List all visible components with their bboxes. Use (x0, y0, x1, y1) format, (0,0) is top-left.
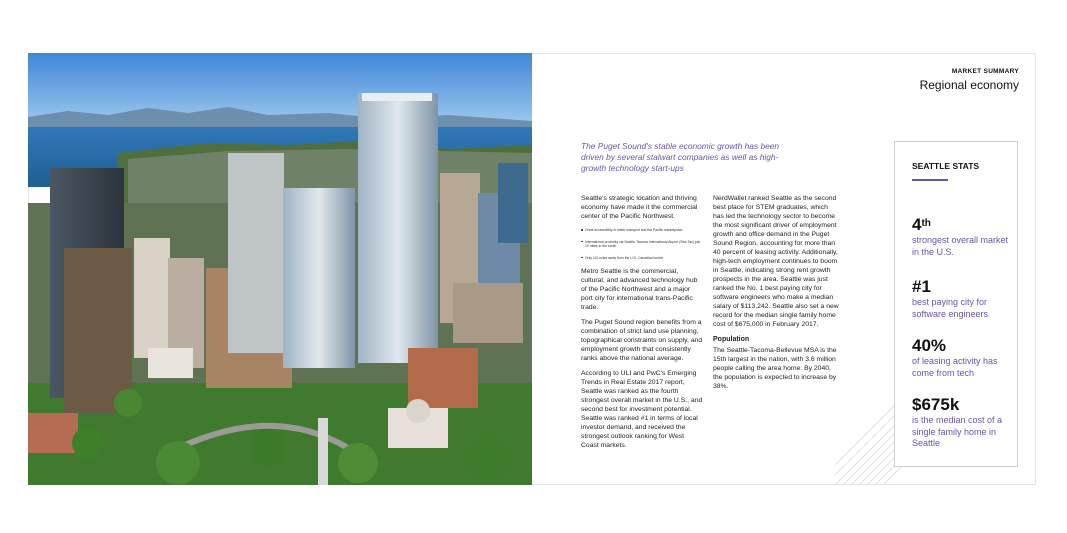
bullet-list (581, 228, 703, 260)
stat-label: strongest overall market in the U.S. (912, 235, 1009, 257)
section-kicker: MARKET SUMMARY (951, 68, 1019, 75)
bullet-item: Only 110 miles away from the U.S.-Canadian border (581, 256, 703, 261)
stat-item (912, 395, 1012, 450)
seattle-stats-box (894, 141, 1018, 467)
stats-accent-rule (912, 179, 948, 181)
stat-label: is the median cost of a single family home in Seattle (912, 415, 1003, 448)
paragraph: Seattle's strategic location and thriving economy have made it the commercial center of the Pacific Northwest. (581, 195, 698, 220)
paragraph: The Seattle-Tacoma-Bellevue MSA is the 15th largest in the nation, with 3.6 million people calling the area home. By 2040, the population is expected to increase by 38%. (713, 347, 837, 390)
stat-item (912, 215, 1012, 258)
stat-value: 4th (912, 215, 931, 234)
stat-value: 40% (912, 336, 947, 355)
section-title: Regional economy (919, 78, 1019, 92)
body-column-1 (581, 194, 703, 456)
stat-item (912, 336, 1012, 379)
seattle-skyline-photo (28, 53, 532, 485)
paragraph: NerdWallet ranked Seattle as the second best place for STEM graduates, which has led the technology sector to become the most significant driver of employment growth and office demand in the Puget Sound Region, accounting for more than 40 percent of leasing activity. Additionally, high-tech employment continues to boom in Seattle, indicating strong rent growth prospects in the area. Seattle was just ranked the No. 1 best paying city for software engineers who make a median salary of $113,242. Seattle also set a new record for the median single family home cost of $675,000 in February 2017. (713, 195, 839, 328)
paragraph: Metro Seattle is the commercial, cultural, and advanced technology hub of the Pacific Northwest and a major port city for international trans-Pacific trade. (581, 268, 698, 311)
body-column-2 (713, 194, 839, 397)
page-header (920, 68, 1019, 92)
stat-label: best paying city for software engineers (912, 297, 989, 319)
stat-value: $675k (912, 395, 960, 414)
stat-value: #1 (912, 277, 931, 296)
stats-heading: SEATTLE STATS (912, 161, 980, 171)
paragraph: The Puget Sound region benefits from a combination of strict land use planning, topographical constraints on supply, and employment growth that consistently ranks above the national average. (581, 319, 703, 362)
stat-label: of leasing activity has come from tech (912, 356, 998, 378)
bullet-item: International proximity via Seattle-Tacoma International Airport (Sea-Tac) just 10 miles to the south (581, 240, 703, 249)
population-heading: Population (713, 336, 750, 343)
paragraph: According to ULI and PwC's Emerging Trends in Real Estate 2017 report, Seattle was ranked as the fourth strongest overall market in the U.S., and second best for investment potential. Seattle was ranked #1 in terms of local investor demand, and received the strongest outlook ranking for West Coast markets. (581, 370, 703, 449)
bullet-item: Great accessibility to water transport and the Pacific marketplace (581, 228, 703, 233)
stat-item (912, 277, 1012, 320)
intro-quote: The Puget Sound's stable economic growth has been driven by several stalwart companies as well as high-growth technology start-ups (581, 141, 780, 173)
stat-suffix: th (921, 218, 931, 229)
